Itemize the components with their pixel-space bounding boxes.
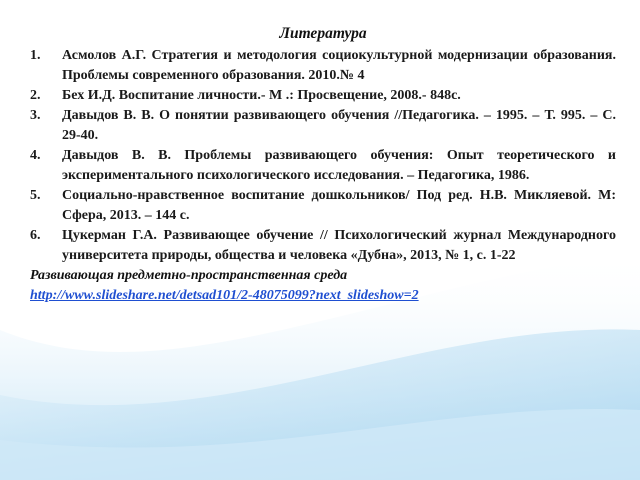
reference-list xyxy=(30,46,616,266)
reference-text: Цукерман Г.А. Развивающее обучение // Психологический журнал Международного университета природы, общества и человека «Дубна», 2013, № 1, с. 1-22 xyxy=(62,228,616,263)
reference-item xyxy=(30,46,616,86)
section-subtitle: Развивающая предметно-пространственная среда xyxy=(30,268,348,283)
reference-number: 3. xyxy=(30,108,41,123)
reference-text: Социально-нравственное воспитание дошкольников/ Под ред. Н.В. Микляевой. М: Сфера, 2013. – 144 с. xyxy=(62,188,616,223)
reference-item xyxy=(30,226,616,266)
reference-item xyxy=(30,86,616,106)
reference-text: Асмолов А.Г. Стратегия и методология социокультурной модернизации образования. Проблемы современного образования. 2010.№ 4 xyxy=(62,48,616,83)
reference-number: 6. xyxy=(30,228,41,243)
reference-number: 4. xyxy=(30,148,41,163)
reference-text: Давыдов В. В. Проблемы развивающего обучения: Опыт теоретического и экспериментального психологического исследования. – Педагогика, 1986. xyxy=(62,148,616,183)
reference-item xyxy=(30,106,616,146)
reference-number: 1. xyxy=(30,48,41,63)
reference-text: Бех И.Д. Воспитание личности.- М .: Просвещение, 2008.- 848с. xyxy=(62,88,461,103)
reference-number: 2. xyxy=(30,88,41,103)
reference-text: Давыдов В. В. О понятии развивающего обучения //Педагогика. – 1995. – Т. 995. – С. 29-40. xyxy=(62,108,616,143)
reference-number: 5. xyxy=(30,188,41,203)
reference-item xyxy=(30,186,616,226)
slideshare-link[interactable]: http://www.slideshare.net/detsad101/2-48075099?next_slideshow=2 xyxy=(30,288,419,303)
slide-content xyxy=(30,24,616,306)
slide-title: Литература xyxy=(279,25,367,42)
reference-item xyxy=(30,146,616,186)
